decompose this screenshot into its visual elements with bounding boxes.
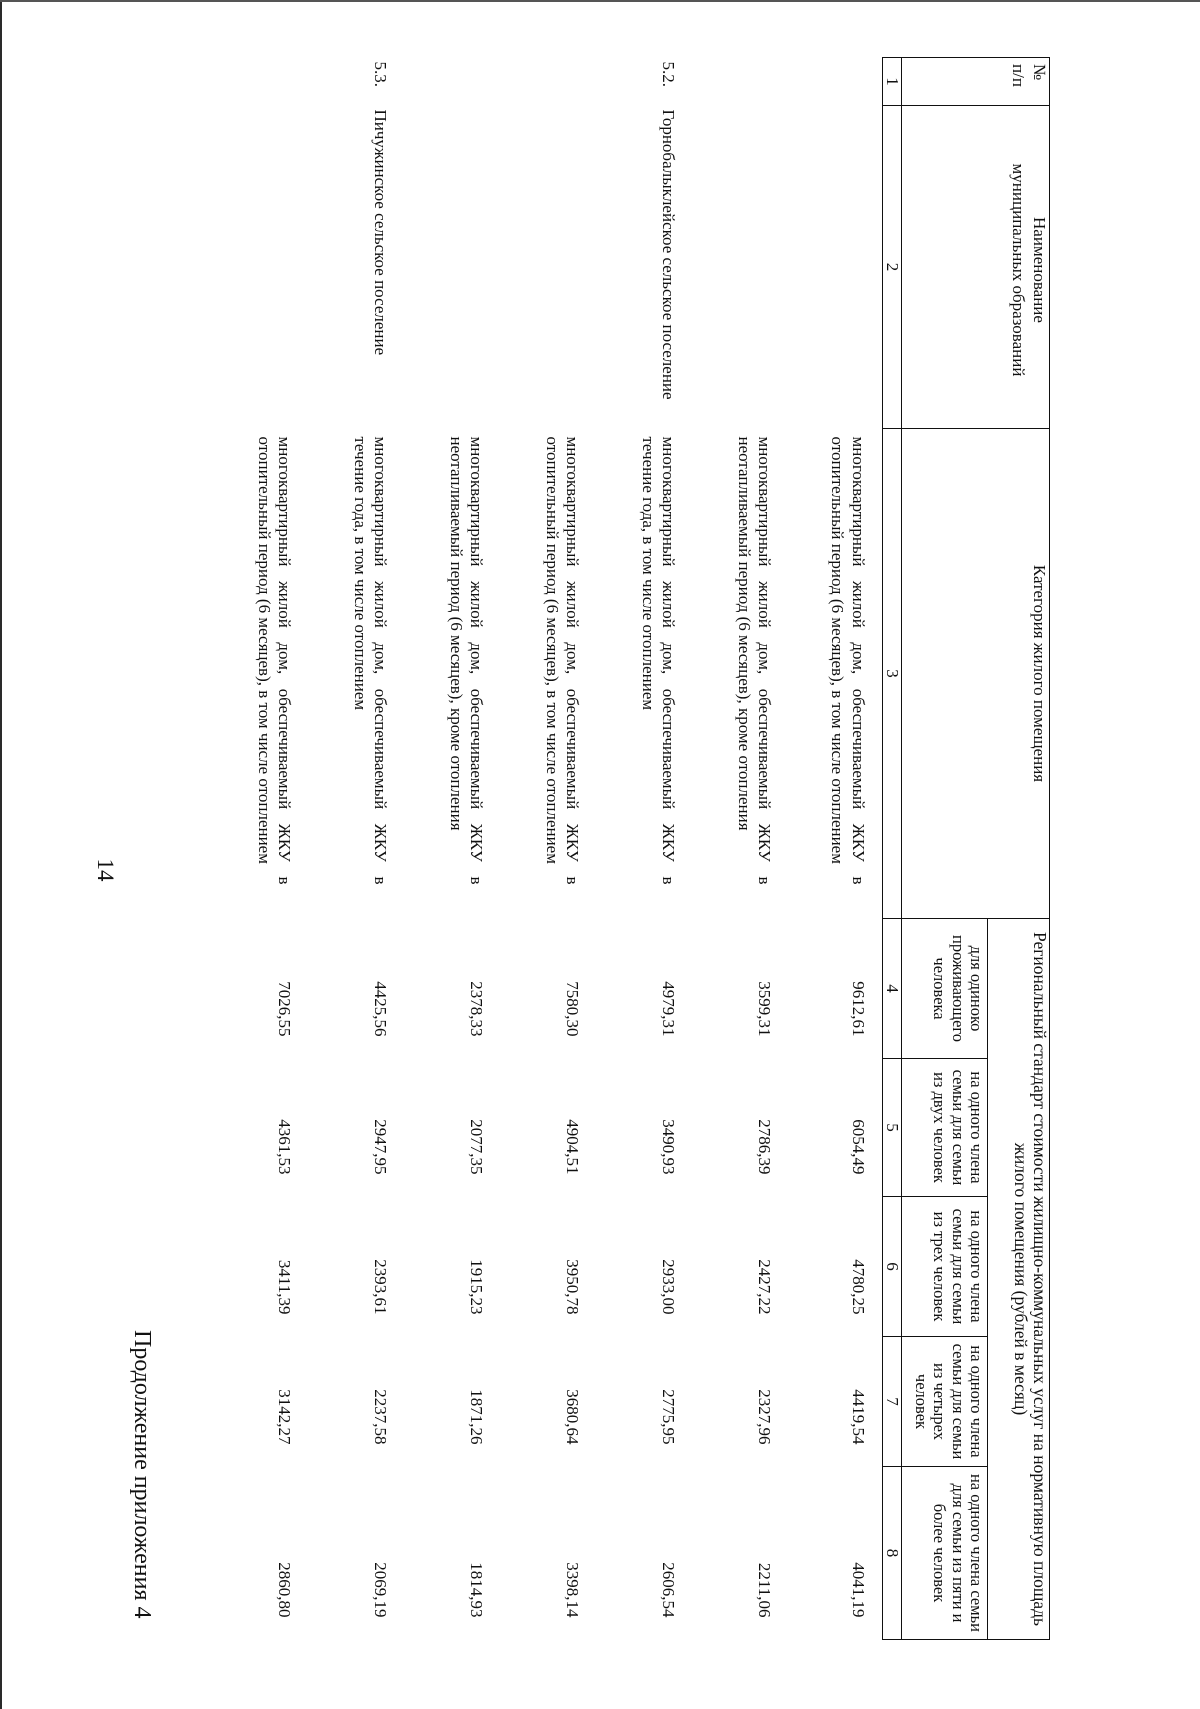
row-number [211, 58, 307, 106]
row-number: 5.2. [659, 61, 679, 87]
row-number: 5.3. [371, 61, 391, 87]
value-three: 3411,39 [275, 1259, 295, 1315]
housing-category: многоквартирный жилой дом, обеспечиваемый ЖКУ в течение года, в том числе отоплением [638, 436, 679, 885]
municipality-name: Пичужинское сельское поселение [371, 109, 391, 356]
value-single: 7580,30 [563, 981, 583, 1037]
value-five: 4041,19 [849, 1562, 868, 1618]
table-row [595, 58, 691, 1640]
municipality-name [499, 106, 595, 429]
value-three: 2933,00 [659, 1259, 679, 1315]
value-five: 2211,06 [755, 1562, 775, 1618]
table-row [307, 58, 403, 1640]
value-two: 4361,53 [275, 1119, 295, 1175]
header-sub-four: на одного члена семьи для семьи из четырех человек [902, 1337, 988, 1467]
row-number [403, 58, 499, 106]
col-number: 2 [883, 106, 902, 429]
row-number [787, 58, 883, 106]
appendix-title: Продолжение приложения 4 [129, 1330, 155, 1619]
housing-category: многоквартирный жилой дом, обеспечиваемый ЖКУ в отопительный период (6 месяцев), в том числе отоплением [254, 436, 295, 885]
housing-category: многоквартирный жилой дом, обеспечиваемый ЖКУ в течение года, в том числе отоплением [350, 436, 391, 885]
table-row [691, 58, 787, 1640]
row-number [691, 58, 787, 106]
col-number: 5 [883, 1059, 902, 1197]
municipality-name [403, 106, 499, 429]
header-sub-three: на одного члена семьи для семьи из трех человек [902, 1197, 988, 1337]
municipality-name [787, 106, 883, 429]
value-four: 2237,58 [371, 1389, 391, 1445]
value-three: 2427,22 [755, 1259, 775, 1315]
page-number: 14 [93, 858, 118, 882]
table-row [211, 58, 307, 1640]
value-single: 3599,31 [755, 981, 775, 1037]
table-row [499, 58, 595, 1640]
value-three: 3950,78 [563, 1259, 583, 1315]
value-four: 3142,27 [275, 1389, 295, 1445]
municipality-name [211, 106, 307, 429]
header-sub-two: на одного члена семьи для семьи из двух человек [902, 1059, 988, 1197]
col-number: 6 [883, 1197, 902, 1337]
municipality-name: Горнобалыклейское сельское поселение [659, 109, 679, 400]
value-two: 2947,95 [371, 1119, 391, 1175]
table-row [787, 58, 883, 1640]
header-sub-single: для одиноко проживающего человека [902, 919, 988, 1059]
housing-category: многоквартирный жилой дом, обеспечиваемый ЖКУ в неотапливаемый период (6 месяцев), кроме отопления [734, 436, 775, 885]
value-three: 4780,25 [849, 1259, 868, 1315]
value-five: 3398,14 [563, 1562, 583, 1618]
value-two: 3490,93 [659, 1119, 679, 1175]
value-single: 2378,33 [467, 981, 487, 1037]
standards-table [211, 57, 1051, 1640]
col-number: 1 [883, 58, 902, 106]
row-number [499, 58, 595, 106]
col-number: 8 [883, 1467, 902, 1640]
value-three: 1915,23 [467, 1259, 487, 1315]
value-single: 9612,61 [849, 981, 868, 1037]
value-five: 2860,80 [275, 1562, 295, 1618]
value-four: 1871,26 [467, 1389, 487, 1445]
value-two: 4904,51 [563, 1119, 583, 1175]
value-four: 2775,95 [659, 1389, 679, 1445]
value-two: 6054,49 [849, 1119, 868, 1175]
value-two: 2786,39 [755, 1119, 775, 1175]
value-three: 2393,61 [371, 1259, 391, 1315]
value-four: 2327,96 [755, 1389, 775, 1445]
col-number: 3 [883, 429, 902, 919]
value-five: 2606,54 [659, 1562, 679, 1618]
col-number: 7 [883, 1337, 902, 1467]
header-municipality: Наименование муниципальных образований [902, 106, 1050, 429]
value-single: 4979,31 [659, 981, 679, 1037]
housing-category: многоквартирный жилой дом, обеспечиваемый ЖКУ в отопительный период (6 месяцев), в том числе отоплением [828, 436, 868, 885]
value-four: 3680,64 [563, 1389, 583, 1445]
col-number: 4 [883, 919, 902, 1059]
value-single: 4425,56 [371, 981, 391, 1037]
table-row [403, 58, 499, 1640]
value-four: 4419,54 [849, 1389, 868, 1445]
value-two: 2077,35 [467, 1119, 487, 1175]
value-five: 2069,19 [371, 1562, 391, 1618]
header-sub-five: на одного члена семьи для семьи из пяти и более человек [902, 1467, 988, 1640]
header-category: Категория жилого помещения [902, 429, 1050, 919]
value-five: 1814,93 [467, 1562, 487, 1618]
housing-category: многоквартирный жилой дом, обеспечиваемый ЖКУ в отопительный период (6 месяцев), в том числе отоплением [542, 436, 583, 885]
municipality-name [691, 106, 787, 429]
header-num: № п/п [902, 58, 1050, 106]
value-single: 7026,55 [275, 981, 295, 1037]
housing-category: многоквартирный жилой дом, обеспечиваемый ЖКУ в неотапливаемый период (6 месяцев), кроме отопления [446, 436, 487, 885]
header-regional-standard: Региональный стандарт стоимости жилищно-коммунальных услуг на нормативную площадь жилого помещения (рублей в месяц) [988, 919, 1050, 1640]
